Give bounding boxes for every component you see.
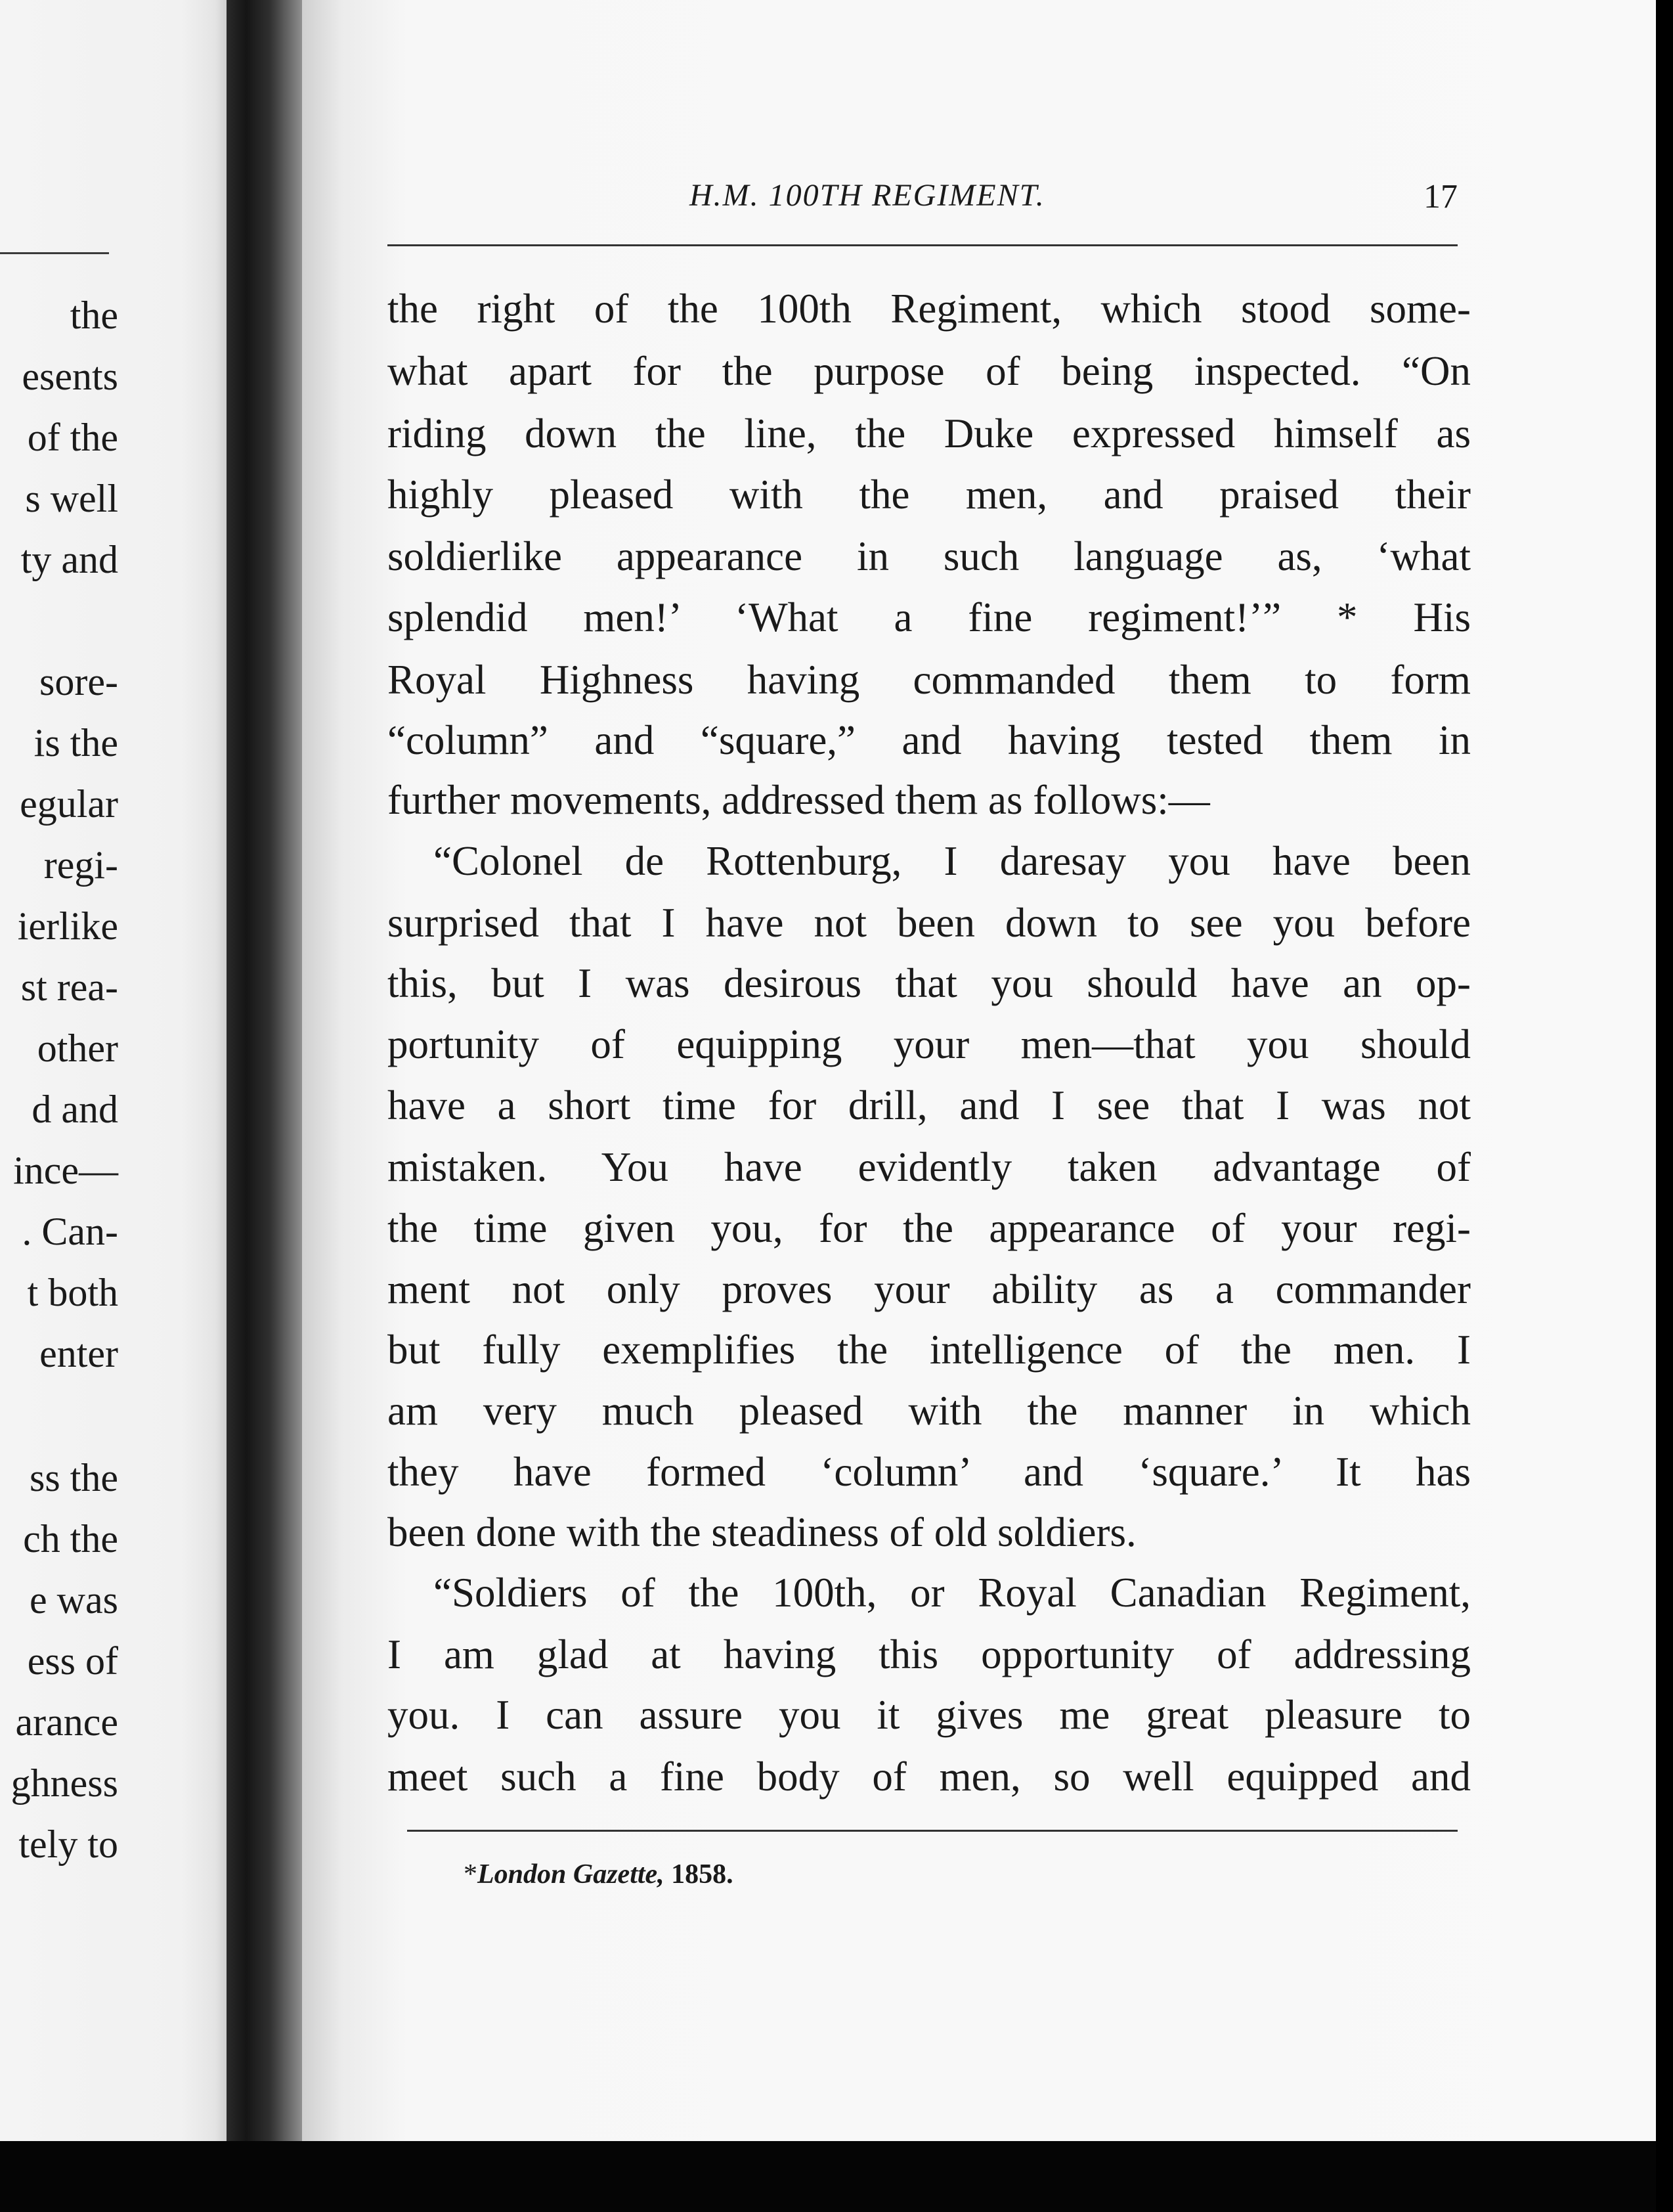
left-page-fragment: egular — [20, 782, 118, 826]
body-line: am very much pleased with the manner in which — [387, 1388, 1471, 1434]
running-head: H.M. 100TH REGIMENT. — [689, 178, 1045, 213]
body-line: further movements, addressed them as follows:— — [387, 777, 1210, 823]
footnote-marker: * — [464, 1859, 477, 1890]
left-page-fragment: of the — [27, 416, 118, 459]
left-page-fragment: . Can- — [22, 1210, 118, 1253]
body-line: soldierlike appearance in such language as, ‘what — [387, 533, 1471, 579]
body-line: “column” and “square,” and having tested them in — [387, 717, 1471, 763]
body-line: they have formed ‘column’ and ‘square.’ It has — [387, 1449, 1471, 1495]
body-line: have a short time for drill, and I see that I was not — [387, 1082, 1471, 1128]
left-page-fragment: ch the — [23, 1517, 118, 1560]
left-page-fragment: ess of — [27, 1639, 118, 1683]
left-page-fragment: ierlike — [17, 904, 118, 948]
left-page-fragment: regi- — [43, 843, 118, 887]
body-line: highly pleased with the men, and praised their — [387, 472, 1471, 518]
footnote — [464, 1859, 733, 1890]
header-rule — [387, 244, 1458, 246]
left-page-fragment: s well — [25, 477, 118, 520]
body-line: “Soldiers of the 100th, or Royal Canadian Regiment, — [433, 1570, 1471, 1616]
body-line: meet such a fine body of men, so well equipped and — [387, 1754, 1471, 1800]
body-line: the time given you, for the appearance of your regi- — [387, 1205, 1471, 1251]
body-line: riding down the line, the Duke expressed himself as — [387, 410, 1471, 456]
scan-right-border — [1656, 0, 1673, 2212]
body-line: mistaken. You have evidently taken advantage of — [387, 1144, 1471, 1190]
body-line: surprised that I have not been down to see you before — [387, 900, 1471, 946]
footnote-year: 1858. — [671, 1859, 733, 1890]
body-line: portunity of equipping your men—that you should — [387, 1021, 1471, 1067]
body-line: but fully exemplifies the intelligence of the men. I — [387, 1327, 1471, 1373]
body-line: splendid men!’ ‘What a fine regiment!’” * His — [387, 594, 1471, 640]
left-page-fragment: enter — [39, 1332, 118, 1375]
footnote-rule — [407, 1830, 1458, 1832]
left-page-fragment: ty and — [20, 538, 118, 581]
page-number: 17 — [1423, 178, 1458, 215]
left-page-fragment: is the — [33, 721, 118, 764]
body-line: what apart for the purpose of being inspected. “On — [387, 348, 1471, 394]
left-page-fragment: tely to — [18, 1823, 118, 1866]
left-page-fragment: sore- — [39, 660, 118, 703]
body-line: ment not only proves your ability as a commander — [387, 1266, 1471, 1312]
left-page-fragment: ss the — [30, 1456, 118, 1499]
left-page-fragment: other — [37, 1027, 118, 1070]
body-line: the right of the 100th Regiment, which stood some- — [387, 286, 1471, 332]
left-page-fragment: e was — [30, 1578, 118, 1622]
left-page — [0, 0, 227, 2141]
body-line: this, but I was desirous that you should have an op- — [387, 960, 1471, 1006]
left-page-fragment: d and — [32, 1088, 118, 1131]
scan-bottom-border — [0, 2141, 1673, 2212]
body-line: been done with the steadiness of old soldiers. — [387, 1509, 1137, 1555]
left-page-fragment: st rea- — [20, 965, 118, 1009]
book-gutter — [227, 0, 305, 2212]
left-page-fragment: the — [70, 294, 118, 337]
left-page-fragment: ghness — [11, 1761, 118, 1805]
left-page-rule — [0, 252, 109, 254]
body-line: “Colonel de Rottenburg, I daresay you have been — [433, 838, 1471, 884]
page-header — [689, 177, 1477, 217]
left-page-fragment: esents — [22, 355, 118, 398]
body-line: Royal Highness having commanded them to form — [387, 657, 1471, 703]
body-line: you. I can assure you it gives me great pleasure to — [387, 1692, 1471, 1738]
footnote-source: London Gazette, — [477, 1859, 664, 1890]
left-page-fragment: t both — [27, 1271, 118, 1314]
body-line: I am glad at having this opportunity of addressing — [387, 1631, 1471, 1677]
left-page-fragment: arance — [15, 1700, 118, 1744]
left-page-fragment: ince— — [13, 1149, 118, 1192]
